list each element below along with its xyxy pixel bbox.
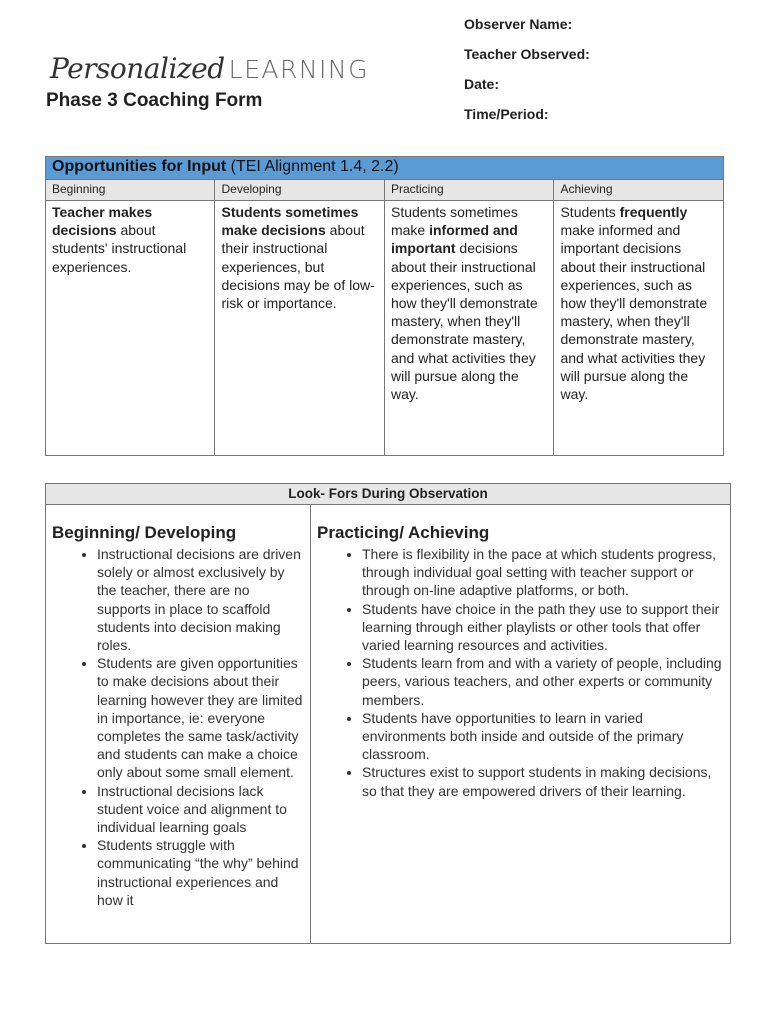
date-label: Date: <box>464 76 500 92</box>
level-beginning: Beginning <box>46 180 215 201</box>
logo-caps-text: LEARNING <box>228 55 370 84</box>
list-item: • Students have choice in the path they use to support their learning through either playlists or other tools that offer varied learning resources and activities. <box>362 600 724 655</box>
cell-practicing-bold: informed and important <box>390 222 518 257</box>
cell-developing <box>215 201 385 456</box>
observer-fields <box>464 14 590 134</box>
lookfors-right-heading: Practicing/ Achieving <box>317 523 490 542</box>
cell-developing-bold: Students sometimes make decisions <box>221 204 359 239</box>
lookfors-practicing-achieving <box>311 505 731 944</box>
rubric-title-alignment: (TEI Alignment 1.4, 2.2) <box>226 158 399 175</box>
cell-achieving-bold: frequently <box>619 204 688 220</box>
lookfors-title: Look- Fors During Observation <box>46 484 731 505</box>
rubric-title <box>46 157 724 180</box>
cell-beginning-text: about students' instructional experiences. <box>52 222 187 275</box>
list-item: • Students are given opportunities to make decisions about their learning however they are limited in importance, ie: everyone completes the same task/activity and students can make a choice only about some small element. <box>97 654 304 781</box>
list-item: • Instructional decisions lack student voice and alignment to individual learning goals <box>97 782 304 837</box>
cell-beginning-bold: Teacher makes decisions <box>52 204 153 239</box>
list-item: • Structures exist to support students in making decisions, so that they are empowered drivers of their learning. <box>362 763 724 799</box>
lookfors-beginning-developing <box>46 505 311 944</box>
cell-developing-text: about their instructional experiences, but decisions may be of low-risk or importance. <box>221 222 375 312</box>
level-achieving: Achieving <box>554 180 724 201</box>
level-practicing: Practicing <box>384 180 553 201</box>
cell-practicing-text-2: decisions about their instructional experiences, such as how they'll demonstrate mastery, when they'll demonstrate mastery, and what activities they will pursue along the way. <box>390 240 538 403</box>
lookfors-table <box>45 483 731 944</box>
list-item: • Instructional decisions are driven solely or almost exclusively by the teacher, there are no supports in place to scaffold students into decision making roles. <box>97 545 304 654</box>
time-period-label: Time/Period: <box>464 106 549 122</box>
cell-practicing-text-1: Students sometimes make <box>390 204 518 239</box>
cell-achieving-text-1: Students <box>560 204 620 220</box>
logo-script-text: Personalized <box>50 52 225 85</box>
teacher-observed-label: Teacher Observed: <box>464 46 590 62</box>
lookfors-left-heading: Beginning/ Developing <box>52 523 237 542</box>
observer-name-label: Observer Name: <box>464 16 573 32</box>
level-developing: Developing <box>215 180 385 201</box>
cell-achieving-text-2: make informed and important decisions about their instructional experiences, such as how they'll demonstrate mastery, when they'll demonstrate mastery, and what activities they will pursue along the way. <box>560 222 708 403</box>
rubric-table <box>45 156 724 456</box>
page-title: Phase 3 Coaching Form <box>46 90 263 111</box>
list-item: • There is flexibility in the pace at which students progress, through individual goal setting with teacher support or through on-line adaptive platforms, or both. <box>362 545 724 600</box>
personalized-learning-logo <box>50 52 369 92</box>
list-item: • Students have opportunities to learn in varied environments both inside and outside of the primary classroom. <box>362 709 724 764</box>
lookfors-left-list <box>52 545 304 909</box>
cell-practicing <box>384 201 553 456</box>
cell-beginning <box>46 201 215 456</box>
lookfors-right-list <box>317 545 724 800</box>
list-item: • Students learn from and with a variety of people, including peers, various teachers, and other experts or community members. <box>362 654 724 709</box>
rubric-title-bold: Opportunities for Input <box>52 158 227 175</box>
list-item: • Students struggle with communicating “the why” behind instructional experiences and how it <box>97 836 304 909</box>
cell-achieving <box>554 201 724 456</box>
